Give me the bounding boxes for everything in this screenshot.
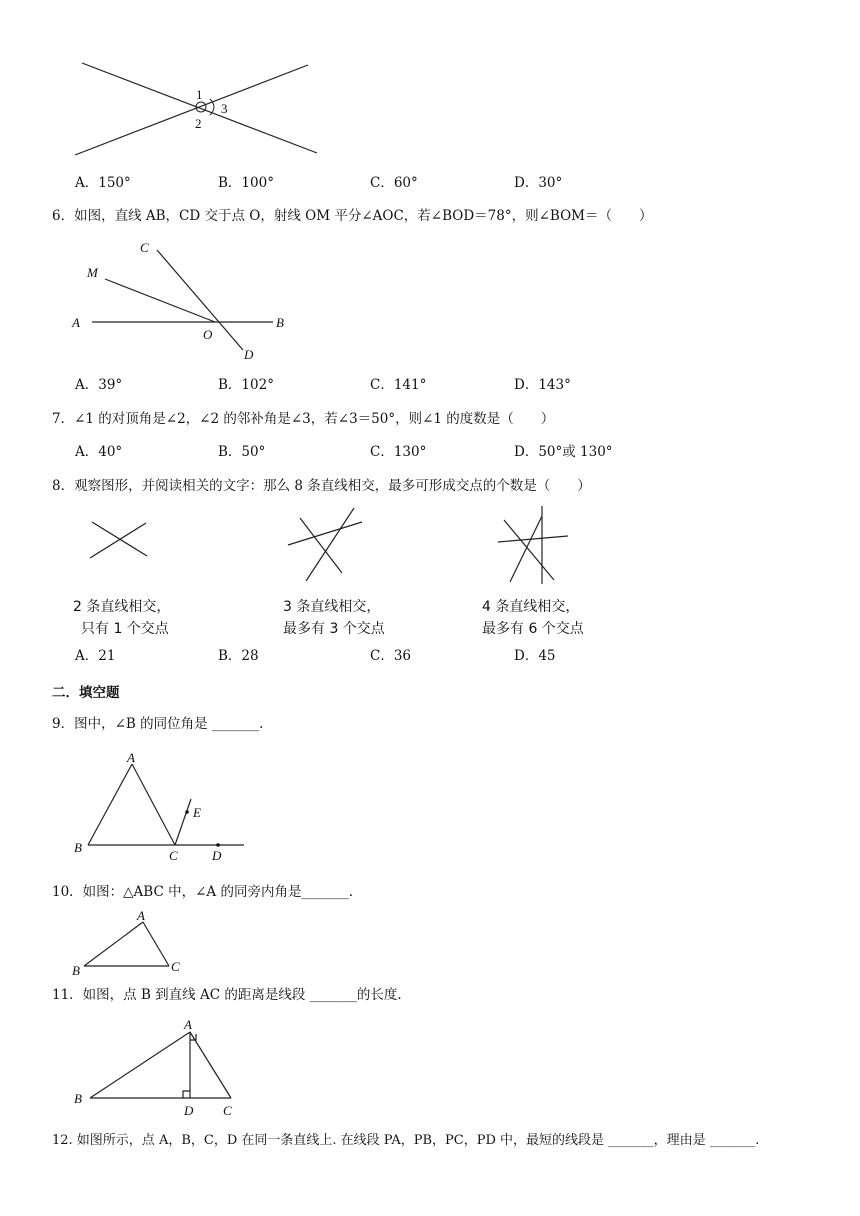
q7-option-d[interactable]: D．50°或 130° — [514, 444, 613, 460]
q8-fig2-line-2 — [306, 508, 354, 581]
q11-figure — [70, 1015, 250, 1120]
q9-label-d: D — [212, 848, 222, 863]
q6-option-b[interactable]: B．102° — [218, 377, 274, 393]
q10-line-ab — [84, 922, 143, 966]
q9-label-c: C — [169, 848, 178, 863]
q10-label-b: B — [72, 963, 80, 978]
q8-option-c[interactable]: C．36 — [370, 648, 412, 664]
q8-caption-1-line-1: 2 条直线相交， — [73, 599, 171, 615]
q5-line-2 — [75, 65, 308, 155]
q8-figure-2-lines — [80, 510, 160, 570]
q6-ray-om — [105, 279, 215, 322]
q6-option-c[interactable]: C．141° — [370, 377, 427, 393]
q9-line-ab — [88, 764, 132, 845]
q6-label-c: C — [140, 240, 149, 255]
q6-label-d: D — [244, 347, 254, 362]
q7-stem: 7．∠1 的对顶角是∠2，∠2 的邻补角是∠3，若∠3＝50°，则∠1 的度数是（ ） — [52, 411, 555, 427]
q8-fig2-line-3 — [300, 518, 342, 573]
q8-fig3-line-1 — [498, 536, 568, 542]
q5-line-1 — [82, 63, 317, 153]
q9-point-e — [185, 810, 189, 814]
q8-caption-2-line-2: 最多有 3 个交点 — [283, 621, 385, 637]
q6-label-m: M — [87, 265, 98, 280]
q8-caption-3-line-1: 4 条直线相交， — [482, 599, 580, 615]
q12-stem: 12. 如图所示，点 A，B，C，D 在同一条直线上. 在线段 PA，PB，PC，PD 中，最短的线段是 _______，理由是 _______. — [52, 1133, 760, 1148]
q8-caption-3 — [482, 596, 584, 640]
q9-stem: 9．图中，∠B 的同位角是 _______. — [52, 716, 264, 732]
q11-label-b: B — [74, 1091, 82, 1106]
q5-label-2: 2 — [195, 116, 202, 131]
q5-option-c[interactable]: C．60° — [370, 175, 418, 191]
q8-caption-3-line-2: 最多有 6 个交点 — [482, 621, 584, 637]
q9-ray-ce — [175, 799, 191, 845]
q8-stem: 8．观察图形，并阅读相关的文字：那么 8 条直线相交，最多可形成交点的个数是（ ） — [52, 478, 591, 494]
q8-option-b[interactable]: B．28 — [218, 648, 259, 664]
q11-line-ba — [90, 1032, 190, 1098]
q9-label-e: E — [193, 805, 201, 820]
q8-fig3-line-4 — [504, 520, 554, 580]
q8-caption-1-line-2: 只有 1 个交点 — [81, 621, 169, 637]
q5-label-3: 3 — [221, 101, 228, 116]
q8-option-a[interactable]: A．21 — [75, 648, 116, 664]
q8-caption-2 — [283, 596, 385, 640]
q11-label-a: A — [184, 1017, 192, 1032]
q10-label-c: C — [171, 959, 180, 974]
q8-fig3-line-3 — [510, 516, 542, 582]
q11-right-angle-d — [183, 1091, 190, 1098]
q6-option-d[interactable]: D．143° — [514, 377, 571, 393]
q6-option-a[interactable]: A．39° — [75, 377, 123, 393]
q6-label-a: A — [72, 315, 80, 330]
q6-line-cd — [157, 250, 243, 350]
q8-figure-3-lines — [280, 500, 380, 590]
q8-fig1-line-2 — [90, 523, 146, 558]
section-title-fill-in: 二．填空题 — [52, 685, 120, 701]
q10-label-a: A — [137, 908, 145, 923]
q9-figure — [70, 748, 260, 868]
q10-stem: 10．如图：△ABC 中，∠A 的同旁内角是_______. — [52, 884, 353, 900]
q7-option-b[interactable]: B．50° — [218, 444, 266, 460]
q5-option-a[interactable]: A．150° — [75, 175, 131, 191]
q5-figure — [60, 55, 340, 165]
q5-option-b[interactable]: B．100° — [218, 175, 274, 191]
q8-fig2-line-1 — [288, 522, 362, 545]
q7-option-c[interactable]: C．130° — [370, 444, 427, 460]
q11-label-d: D — [184, 1103, 194, 1118]
q6-label-b: B — [276, 315, 284, 330]
q10-figure — [70, 905, 190, 980]
q8-figure-4-lines — [490, 500, 580, 590]
q8-caption-1 — [73, 596, 170, 640]
q6-figure — [60, 232, 310, 367]
q9-point-d — [216, 843, 220, 847]
q6-stem: 6．如图，直线 AB，CD 交于点 O，射线 OM 平分∠AOC，若∠BOD＝78°，则∠BOM＝（ ） — [52, 208, 653, 224]
q11-label-c: C — [223, 1103, 232, 1118]
q11-stem: 11．如图，点 B 到直线 AC 的距离是线段 _______的长度. — [52, 987, 402, 1003]
q11-line-ac — [190, 1032, 231, 1098]
q6-label-o: O — [203, 327, 213, 342]
q8-option-d[interactable]: D．45 — [514, 648, 556, 664]
q7-option-a[interactable]: A．40° — [75, 444, 123, 460]
q9-line-ac — [132, 764, 175, 845]
q8-caption-2-line-1: 3 条直线相交， — [283, 599, 381, 615]
q9-label-b: B — [74, 840, 82, 855]
q5-option-d[interactable]: D．30° — [514, 175, 563, 191]
q10-line-ac — [143, 922, 169, 966]
q9-label-a: A — [127, 750, 135, 765]
q5-label-1: 1 — [196, 87, 203, 102]
